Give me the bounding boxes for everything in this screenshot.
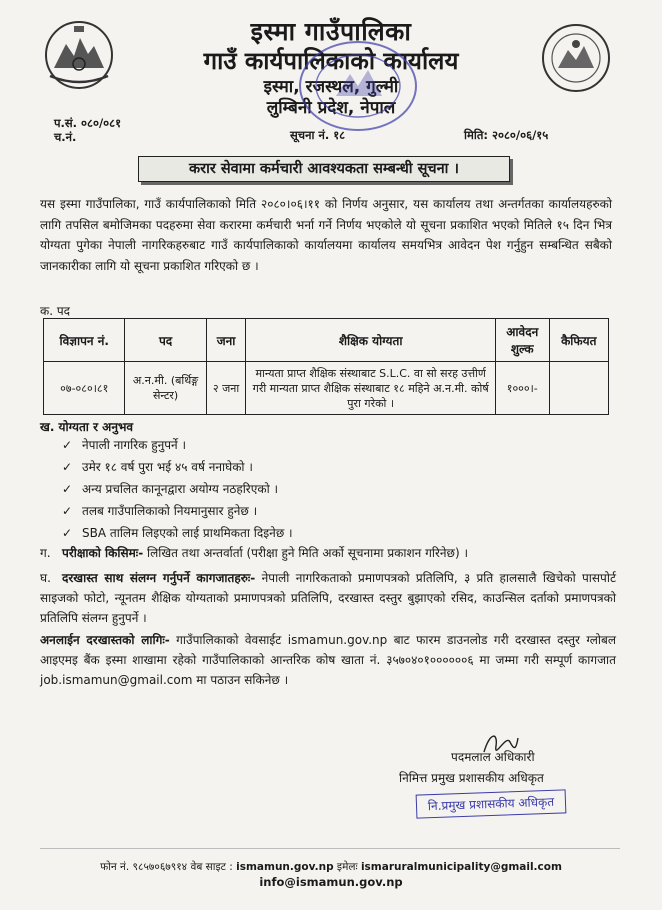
table-row [44, 362, 609, 415]
section-post-heading: क. पद [40, 304, 71, 318]
fiscal-year: प.सं. ०८०/०८१ [54, 116, 122, 130]
cell-ad-number: ०७-०८०।८१ [44, 362, 125, 415]
office-address: इस्मा, रजस्थल, गुल्मी [263, 77, 399, 97]
check-icon: ✓ [62, 504, 73, 518]
section-exam-text: लिखित तथा अन्तर्वार्ता (परीक्षा हुने मिति अर्को सूचनामा प्रकाशन गरिनेछ) । [143, 546, 469, 560]
cell-count: २ जना [206, 362, 246, 415]
office-name: इस्मा गाउँपालिका [250, 17, 412, 46]
section-exam-type [40, 543, 616, 563]
office-province: लुम्बिनी प्रदेश, नेपाल [266, 98, 396, 118]
footer-phone: फोन नं. ९८५७०६७९१४ वेब साइट : [100, 861, 237, 873]
col-fee: आवेदन शुल्क [495, 319, 549, 362]
notice-date: मिति: २०८०/०६/१५ [464, 128, 549, 142]
cell-qualification: मान्यता प्राप्त शैक्षिक संस्थाबाट S.L.C. वा सो सरह उत्तीर्ण गरी मान्यता प्राप्त शैक्षिक संस्थाबाट १८ महिने अ.न.मी. कोर्ष पुरा गरेको । [246, 362, 496, 415]
section-qualification-heading: ख. योग्यता र अनुभव [40, 420, 134, 434]
check-icon: ✓ [62, 526, 73, 540]
section-documents-label: दरखास्त साथ संलग्न गर्नुपर्ने कागजातहरुः- [62, 571, 256, 585]
section-documents [40, 568, 616, 628]
qualification-text: SBA तालिम लिइएको लाई प्राथमिकता दिइनेछ । [82, 526, 293, 540]
signatory-name: पदमलाल अधिकारी [451, 750, 535, 764]
cell-remarks [549, 362, 608, 415]
col-remarks: कैफियत [549, 319, 608, 362]
footer-info-email[interactable]: info@ismamun.gov.np [259, 875, 403, 889]
col-count: जना [206, 319, 246, 362]
check-icon: ✓ [62, 460, 73, 474]
signatory-title: निमित्त प्रमुख प्रशासकीय अधिकृत [399, 771, 544, 785]
dispatch-number: च.नं. [54, 130, 77, 144]
online-text: गाउँपालिकाको वेवसाईट ismamun.gov.np बाट फारम डाउनलोड गरी दरखास्त दस्तुर ग्लोबल आइएमइ बैंक इस्मा शाखामा रहेको गाउँपालिकाको आन्तरिक कोष खाता नं. ३५७०४०१००००००६ मा जम्मा गरी सम्पूर्ण कागजात job.ismamun@gmail.com मा पठाउन सकिनेछ । [40, 633, 616, 687]
footer-email-label: इमेलः [333, 861, 361, 873]
notice-title: करार सेवामा कर्मचारी आवश्यकता सम्बन्धी सूचना । [138, 156, 510, 182]
qualification-text: उमेर १८ वर्ष पुरा भई ४५ वर्ष ननाघेको । [82, 460, 253, 474]
qualification-text: तलब गाउँपालिकाको नियमानुसार हुनेछ । [82, 504, 258, 518]
list-item [62, 522, 293, 544]
online-label: अनलाईन दरखास्तको लागिः- [40, 633, 170, 647]
qualification-text: नेपाली नागरिक हुनुपर्ने । [82, 438, 187, 452]
cell-post: अ.न.मी. (बर्थिङ्ग सेन्टर) [125, 362, 206, 415]
intro-paragraph: यस इस्मा गाउँपालिका, गाउँ कार्यपालिकाको मिति २०८०।०६।११ को निर्णय अनुसार, यस कार्यालय तथा अन्तर्गतका कार्यालयहरुको लागि तपसिल बमोजिमका पदहरुमा सेवा करारमा कर्मचारी भर्ना गर्ने निर्णय भएकोले यो सूचना प्रकाशित भएको मितिले १५ दिन भित्र योग्यता पुगेका नेपाली नागरिकहरुबाट गाउँ कार्यपालिकाको कार्यालयमा कार्यालय समयभित्र आवेदन पेश गर्नुहुन सम्बन्धित सबैको जानकारीका लागि यो सूचना प्रकाशित गरिएको छ । [40, 197, 612, 273]
check-icon: ✓ [62, 482, 73, 496]
footer-website-link[interactable]: ismamun.gov.np [236, 861, 334, 873]
footer-email-link[interactable]: ismaruralmunicipality@gmail.com [360, 861, 562, 873]
col-qualification: शैक्षिक योग्यता [246, 319, 496, 362]
list-item [62, 456, 293, 478]
vacancy-table [43, 318, 609, 415]
footer-divider [40, 848, 620, 849]
footer-contact [0, 860, 662, 874]
section-exam-label: परीक्षाको किसिमः- [62, 546, 144, 560]
check-icon: ✓ [62, 438, 73, 452]
section-online-application [40, 630, 616, 690]
list-item [62, 500, 293, 522]
qualification-text: अन्य प्रचलित कानूनद्वारा अयोग्य नठहरिएको । [82, 482, 279, 496]
list-item [62, 434, 293, 456]
section-documents-prefix: घ. [40, 571, 51, 585]
office-stamp-icon [296, 38, 420, 134]
col-post: पद [125, 319, 206, 362]
cell-fee: १०००।- [495, 362, 549, 415]
qualification-list [62, 434, 293, 544]
list-item [62, 478, 293, 500]
signatory-stamp: नि.प्रमुख प्रशासकीय अधिकृत [416, 789, 567, 818]
col-ad-number: विज्ञापन नं. [44, 319, 125, 362]
notice-number: सूचना नं. १८ [290, 128, 346, 142]
office-subtitle: गाउँ कार्यपालिकाको कार्यालय [203, 47, 459, 75]
section-documents-text: नेपाली नागरिकताको प्रमाणपत्रको प्रतिलिपि, ३ प्रति हालसालै खिचेको पासपोर्ट साइजको फोटो, न्यूनतम शैक्षिक योग्यताको प्रमाणपत्रको प्रतिलिपि, दरखास्त दस्तुर बुझाएको रसिद, काउन्सिल दर्ताको प्रमाणपत्रको प्रतिलिपि संलग्न हुनुपर्ने । [40, 571, 616, 625]
section-exam-prefix: ग. [40, 546, 51, 560]
table-header-row [44, 319, 609, 362]
